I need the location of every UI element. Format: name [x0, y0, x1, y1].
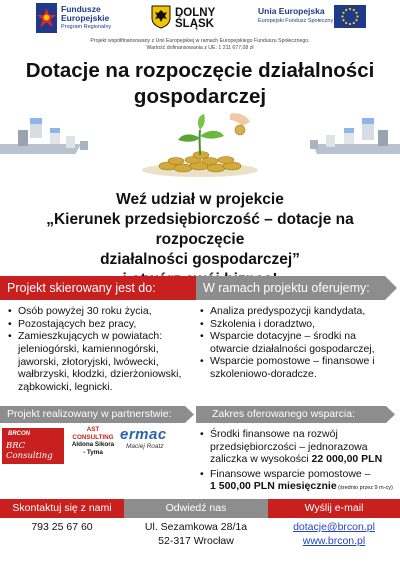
offer-item-text: Wsparcie dotacyjne – środki na	[210, 330, 356, 343]
website-link[interactable]: www.brcon.pl	[302, 534, 366, 547]
visit-heading: Odwiedź nas	[124, 499, 268, 518]
title-line1: Dotacje na rozpoczęcie działalności	[25, 59, 375, 82]
email-link[interactable]: dotacje@brcon.pl	[293, 521, 375, 533]
district-list	[18, 343, 203, 393]
fe-logo-line1: Fundusze	[61, 4, 101, 14]
support-item-bridge	[200, 468, 398, 495]
cofinancing-line2: Wartość dofinansowania z UE: 1 211 677,08 zł	[146, 44, 254, 51]
district-line: wałbrzyski, kłodzki, dzierżoniowski,	[18, 368, 182, 381]
contact-heading: Skontaktuj się z nami	[0, 499, 124, 518]
offer-bar-arrow-icon	[385, 276, 397, 300]
cta-line1: Weź udział w projekcie	[116, 191, 284, 208]
call-to-action	[0, 190, 400, 290]
logo-strip	[0, 0, 400, 38]
address-street: Ul. Sezamkowa 28/1a	[144, 521, 248, 533]
target-item-unemployed: • Pozostających bez pracy,	[8, 318, 198, 331]
cofinancing-line1: Projekt współfinansowany z Unii Europejskiej w ramach Europejskiego Funduszu Społecznego.	[90, 38, 310, 44]
email-heading: Wyślij e-mail	[268, 499, 400, 518]
support-bridge-line1: Finansowe wsparcie pomostowe –	[210, 467, 371, 480]
target-item-age: • Osób powyżej 30 roku życia,	[8, 305, 198, 318]
ast-line2: CONSULTING	[72, 433, 114, 441]
ermac-sub: Maciej Roatz	[126, 443, 164, 450]
support-bar-arrow-icon	[386, 406, 395, 423]
support-list	[200, 428, 398, 495]
right-figures-image	[310, 118, 400, 154]
support-bridge-amount: 1 500,00 PLN miesięcznie	[210, 480, 337, 493]
support-grant-line3: zaliczka w wysokości	[210, 453, 312, 466]
target-group-heading: Projekt skierowany jest do:	[0, 276, 196, 300]
offer-item	[200, 305, 395, 318]
business-illustration	[0, 108, 400, 180]
cofinancing-note	[0, 38, 400, 51]
unia-europejska-logo	[258, 4, 368, 34]
contact-phone[interactable]: 793 25 67 60	[31, 521, 93, 533]
support-grant-line2: przedsiębiorczości – jednorazowa	[210, 440, 368, 453]
fundusze-europejskie-logo	[36, 3, 146, 35]
ast-line3: Aldona Sikora	[71, 441, 115, 449]
offer-item-text: otwarcie działalności gospodarczej,	[210, 342, 375, 355]
offer-item	[200, 318, 395, 331]
support-bridge-note: (średnio przez 9 m-cy)	[336, 485, 393, 492]
district-line: jaworski, złotoryjski, lwówecki,	[18, 355, 159, 368]
fe-logo-line3: Program Regionalny	[61, 24, 112, 30]
target-item-residence: • Zamieszkujących w powiatach:	[8, 330, 198, 343]
eagle-crest-icon	[151, 5, 171, 29]
ermac-logo	[120, 427, 196, 451]
brcon-logo-script: BRC Consulting	[6, 441, 53, 461]
ue-logo-line2: Europejski Fundusz Społeczny	[258, 18, 334, 24]
brcon-logo	[2, 428, 64, 464]
visit-address	[124, 521, 268, 548]
support-heading: Zakres oferowanego wsparcia:	[196, 406, 386, 423]
offer-item-text: Analiza predyspozycji kandydata,	[210, 305, 366, 317]
ast-consulting-logo	[68, 426, 118, 456]
offer-item-text: szkoleniowo-doradcze.	[210, 367, 317, 380]
target-group-list	[8, 305, 198, 343]
eu-flag-icon	[334, 5, 366, 28]
dolny-slask-logo	[151, 4, 231, 34]
ermac-name: ermac	[120, 426, 167, 443]
eu-funds-star-icon	[36, 3, 57, 33]
support-grant-line1: Środki finansowe na rozwój	[210, 428, 338, 440]
cta-line2: „Kierunek przedsiębiorczość – dotacje na rozpoczęcie	[46, 211, 354, 248]
ast-line1: AST	[86, 426, 100, 433]
partner-logos	[0, 424, 196, 466]
fe-logo-line2: Europejskie	[61, 13, 110, 23]
plant-and-coins-image	[142, 113, 258, 177]
support-grant-amount: 22 000,00 PLN	[311, 453, 383, 466]
partners-bar-arrow-icon	[185, 406, 194, 423]
ds-logo-line1: DOLNY	[175, 7, 216, 19]
offer-list	[200, 305, 395, 381]
offer-item-text: Wsparcie pomostowe – finansowe i	[210, 355, 375, 368]
offer-item-text: Szkolenia i doradztwo,	[210, 317, 316, 330]
offer-heading: W ramach projektu oferujemy:	[196, 276, 385, 300]
cta-line3: działalności gospodarczej”	[100, 251, 300, 268]
partners-heading: Projekt realizowany w partnerstwie:	[0, 406, 185, 423]
ue-logo-line1: Unia Europejska	[258, 6, 325, 16]
offer-item	[200, 330, 395, 355]
district-line: ząbkowicki, legnicki.	[18, 380, 113, 393]
email-block	[268, 521, 400, 548]
district-line: jeleniogórski, kamiennogórski,	[18, 343, 159, 355]
address-city: 52-317 Wrocław	[158, 534, 234, 547]
ds-logo-line2: ŚLĄSK	[175, 18, 214, 30]
page-title	[0, 58, 400, 110]
offer-item	[200, 355, 395, 380]
ast-line4: - Tyma	[83, 448, 103, 456]
left-figures-image	[0, 118, 88, 154]
title-line2: gospodarczej	[133, 85, 267, 108]
brcon-logo-small: BRCON	[8, 431, 30, 437]
support-item-grant	[200, 428, 398, 466]
